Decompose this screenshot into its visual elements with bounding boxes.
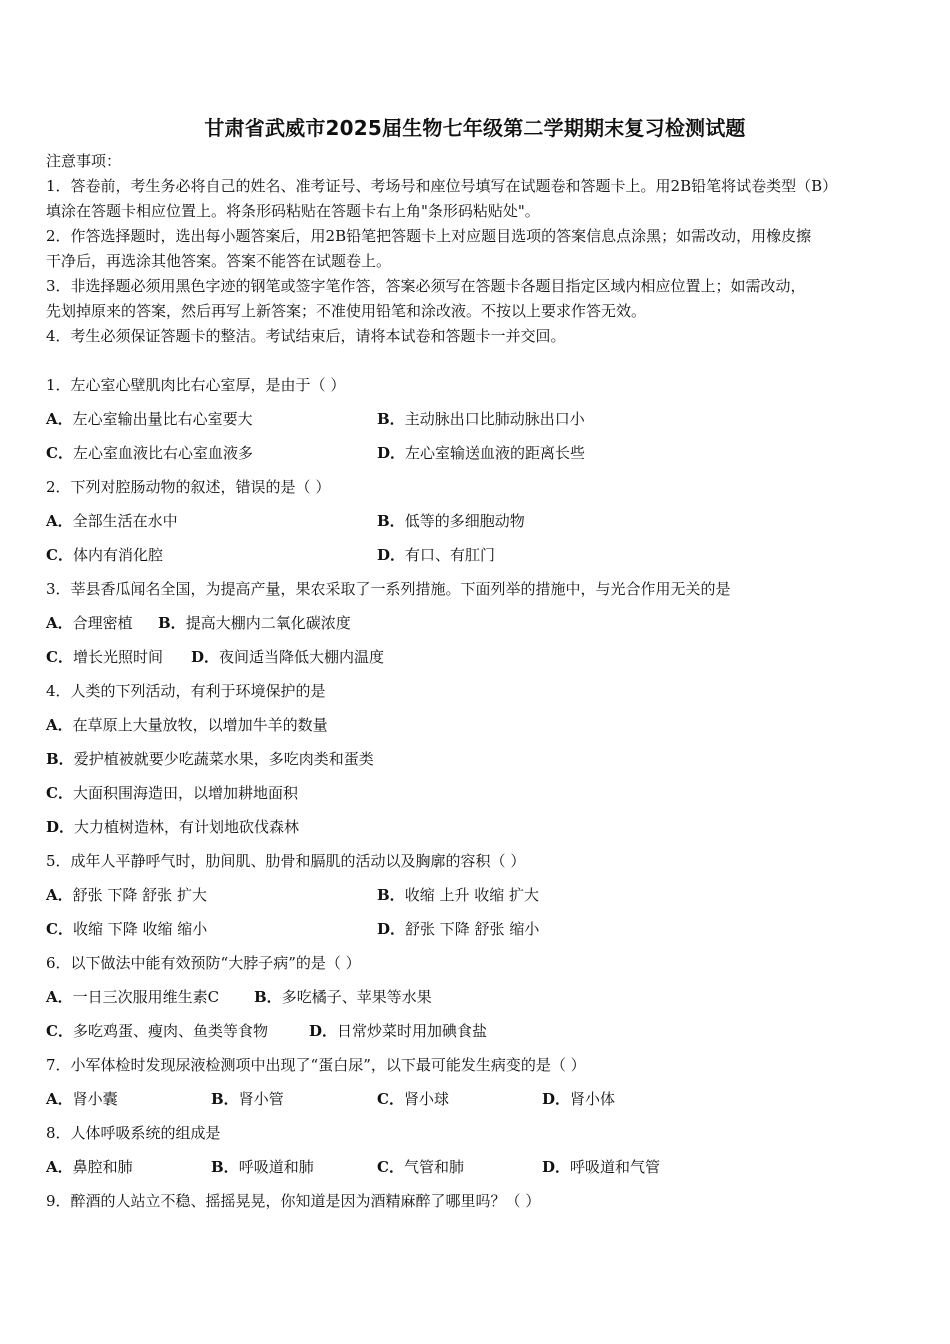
option-label: D． <box>377 920 406 938</box>
option-a <box>46 715 328 735</box>
option-a <box>46 613 133 633</box>
option-label: A． <box>46 886 73 904</box>
option-text: 有口、有肛门 <box>405 546 496 564</box>
option-label: A． <box>46 614 73 632</box>
option-b <box>377 511 525 531</box>
option-label: C． <box>46 1022 73 1040</box>
option-label: D． <box>377 444 406 462</box>
option-text: 多吃鸡蛋、瘦肉、鱼类等食物 <box>72 1022 268 1040</box>
option-c <box>46 443 253 463</box>
option-text: 日常炒菜时用加碘食盐 <box>337 1022 488 1040</box>
option-text: 提高大棚内二氧化碳浓度 <box>185 614 351 632</box>
option-label: D． <box>309 1022 338 1040</box>
notice-line: 3．非选择题必须用黑色字迹的钢笔或签字笔作答，答案必须写在答题卡各题目指定区域内相应位置上；如需改动， <box>46 277 806 295</box>
option-text: 一日三次服用维生素C <box>72 988 220 1006</box>
option-label: B． <box>377 410 405 428</box>
question-stem: 9．醉酒的人站立不稳、摇摇晃晃，你知道是因为酒精麻醉了哪里吗？（ ） <box>46 1192 541 1210</box>
option-a <box>46 1089 118 1109</box>
option-label: C． <box>377 1090 404 1108</box>
option-text: 全部生活在水中 <box>72 512 178 530</box>
question-stem: 2．下列对腔肠动物的叙述，错误的是（ ） <box>46 478 331 496</box>
notice-line: 先划掉原来的答案，然后再写上新答案；不准使用铅笔和涂改液。不按以上要求作答无效。 <box>46 302 647 320</box>
option-text: 在草原上大量放牧，以增加牛羊的数量 <box>72 716 328 734</box>
question-stem: 5．成年人平静呼气时，肋间肌、肋骨和膈肌的活动以及胸廓的容积（ ） <box>46 852 526 870</box>
option-text: 大面积围海造田，以增加耕地面积 <box>72 784 298 802</box>
notice-line: 填涂在答题卡相应位置上。将条形码粘贴在答题卡右上角"条形码粘贴处"。 <box>46 202 540 220</box>
option-b <box>211 1089 284 1109</box>
option-c <box>46 783 298 803</box>
notice-line: 干净后，再选涂其他答案。答案不能答在试题卷上。 <box>46 252 392 270</box>
option-text: 左心室输出量比右心室要大 <box>72 410 253 428</box>
option-label: C． <box>46 920 73 938</box>
option-label: B． <box>254 988 282 1006</box>
option-label: C． <box>46 546 73 564</box>
option-label: A． <box>46 1090 73 1108</box>
option-label: A． <box>46 988 73 1006</box>
option-a <box>46 1157 133 1177</box>
option-text: 体内有消化腔 <box>72 546 163 564</box>
question-stem: 3．莘县香瓜闻名全国，为提高产量，果农采取了一系列措施。下面列举的措施中，与光合作用无关的是 <box>46 580 731 598</box>
option-c <box>46 919 207 939</box>
option-c <box>46 1021 268 1041</box>
option-label: D． <box>191 648 220 666</box>
option-b <box>377 409 585 429</box>
option-text: 鼻腔和肺 <box>72 1158 133 1176</box>
option-c <box>46 647 163 667</box>
option-text: 夜间适当降低大棚内温度 <box>219 648 385 666</box>
option-c <box>377 1157 464 1177</box>
page-title: 甘肃省武威市2025届生物七年级第二学期期末复习检测试题 <box>204 116 746 140</box>
option-text: 呼吸道和气管 <box>570 1158 661 1176</box>
option-label: C． <box>46 648 73 666</box>
question-stem: 4．人类的下列活动，有利于环境保护的是 <box>46 682 326 700</box>
option-label: D． <box>542 1090 571 1108</box>
option-text: 肾小囊 <box>72 1090 118 1108</box>
option-text: 收缩 上升 收缩 扩大 <box>404 886 539 904</box>
question-stem: 6．以下做法中能有效预防“大脖子病”的是（ ） <box>46 954 361 972</box>
option-d <box>542 1089 615 1109</box>
option-label: A． <box>46 1158 73 1176</box>
option-label: B． <box>377 886 405 904</box>
option-label: D． <box>377 546 406 564</box>
option-c <box>377 1089 449 1109</box>
option-label: B． <box>377 512 405 530</box>
option-a <box>46 885 207 905</box>
option-label: B． <box>158 614 186 632</box>
notice-line: 2．作答选择题时，选出每小题答案后，用2B铅笔把答题卡上对应题目选项的答案信息点涂黑；如需改动，用橡皮擦 <box>46 227 812 245</box>
option-label: D． <box>46 818 75 836</box>
option-label: C． <box>46 784 73 802</box>
option-text: 呼吸道和肺 <box>238 1158 314 1176</box>
option-label: D． <box>542 1158 571 1176</box>
option-d <box>377 545 495 565</box>
notice-line: 1．答卷前，考生务必将自己的姓名、准考证号、考场号和座位号填写在试题卷和答题卡上。用2B铅笔将试卷类型（B） <box>46 177 838 195</box>
option-b <box>46 749 374 769</box>
option-text: 肾小球 <box>403 1090 449 1108</box>
notice-heading: 注意事项： <box>46 152 122 170</box>
option-text: 左心室血液比右心室血液多 <box>72 444 253 462</box>
option-text: 多吃橘子、苹果等水果 <box>281 988 432 1006</box>
option-label: B． <box>211 1158 239 1176</box>
option-d <box>191 647 384 667</box>
option-text: 舒张 下降 舒张 扩大 <box>72 886 207 904</box>
question-stem: 8．人体呼吸系统的组成是 <box>46 1124 221 1142</box>
option-a <box>46 987 219 1007</box>
option-d <box>377 919 539 939</box>
option-label: C． <box>46 444 73 462</box>
option-label: A． <box>46 716 73 734</box>
option-label: B． <box>46 750 74 768</box>
notice-line: 4．考生必须保证答题卡的整洁。考试结束后，请将本试卷和答题卡一并交回。 <box>46 327 566 345</box>
option-label: A． <box>46 410 73 428</box>
option-text: 合理密植 <box>72 614 133 632</box>
option-text: 舒张 下降 舒张 缩小 <box>405 920 540 938</box>
option-text: 主动脉出口比肺动脉出口小 <box>404 410 585 428</box>
option-text: 爱护植被就要少吃蔬菜水果，多吃肉类和蛋类 <box>73 750 374 768</box>
option-b <box>377 885 539 905</box>
option-d <box>542 1157 660 1177</box>
option-b <box>254 987 432 1007</box>
option-label: B． <box>211 1090 239 1108</box>
option-a <box>46 409 253 429</box>
option-text: 气管和肺 <box>403 1158 464 1176</box>
option-b <box>158 613 351 633</box>
option-a <box>46 511 178 531</box>
option-text: 低等的多细胞动物 <box>404 512 525 530</box>
option-c <box>46 545 163 565</box>
option-b <box>211 1157 314 1177</box>
option-d <box>309 1021 487 1041</box>
option-text: 大力植树造林，有计划地砍伐森林 <box>74 818 300 836</box>
option-text: 收缩 下降 收缩 缩小 <box>72 920 208 938</box>
option-label: A． <box>46 512 73 530</box>
option-text: 增长光照时间 <box>72 648 163 666</box>
question-stem: 1．左心室心壁肌肉比右心室厚，是由于（ ） <box>46 376 346 394</box>
option-label: C． <box>377 1158 404 1176</box>
option-d <box>377 443 585 463</box>
option-text: 肾小管 <box>238 1090 284 1108</box>
option-text: 左心室输送血液的距离长些 <box>405 444 586 462</box>
question-stem: 7．小军体检时发现尿液检测项中出现了“蛋白尿”，以下最可能发生病变的是（ ） <box>46 1056 586 1074</box>
option-text: 肾小体 <box>570 1090 616 1108</box>
option-d <box>46 817 299 837</box>
